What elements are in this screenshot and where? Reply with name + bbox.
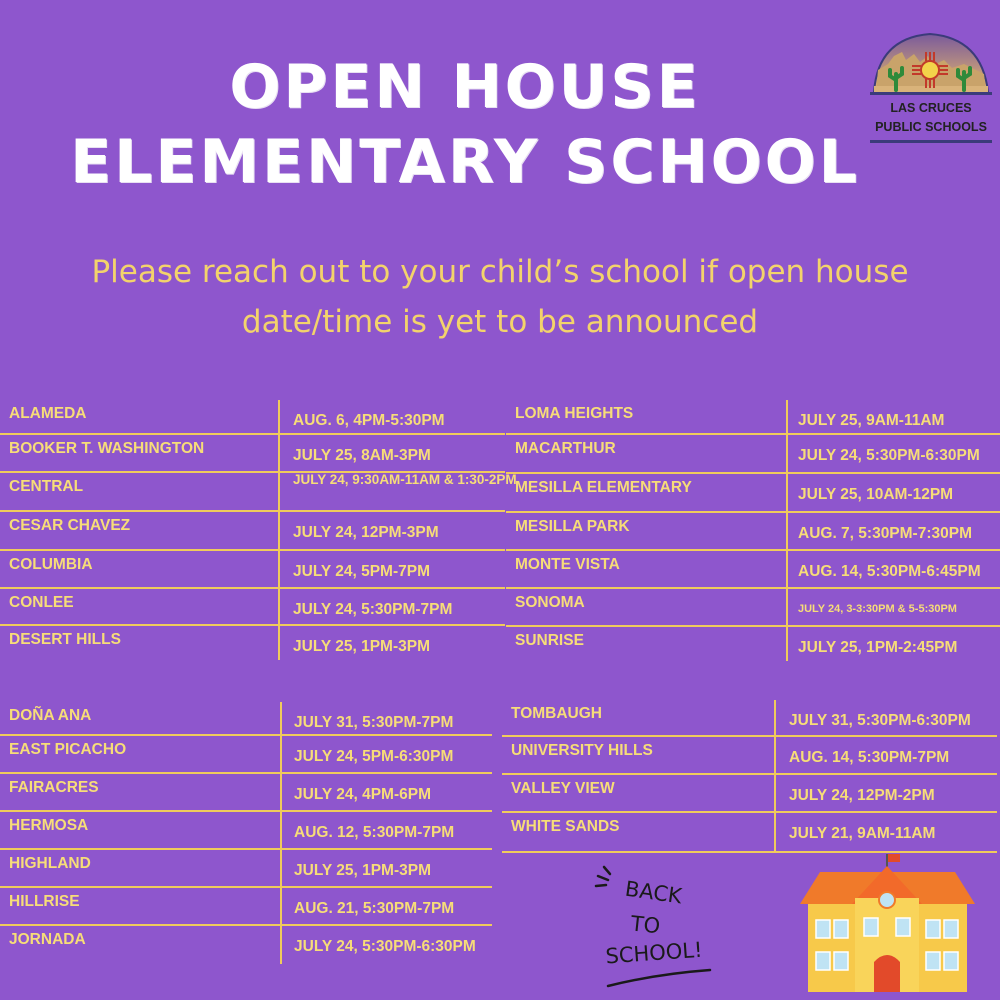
table-row — [0, 774, 492, 812]
school-name: ALAMEDA — [9, 405, 87, 422]
table-row — [0, 736, 492, 774]
table-row — [502, 737, 997, 775]
table-row — [506, 627, 1000, 661]
open-house-time: JULY 25, 1PM-2:45PM — [798, 639, 958, 656]
open-house-time: JULY 24, 4PM-6PM — [294, 786, 431, 803]
table-row — [506, 589, 1000, 627]
open-house-time: JULY 24, 12PM-3PM — [293, 524, 439, 541]
school-name: MONTE VISTA — [515, 556, 620, 573]
school-name: UNIVERSITY HILLS — [511, 742, 653, 759]
title-line-2: ELEMENTARY SCHOOL — [70, 127, 860, 197]
table-row — [506, 435, 1000, 474]
school-name: CENTRAL — [9, 478, 84, 495]
school-name: SONOMA — [515, 594, 585, 611]
sticker-line-3: SCHOOL! — [604, 937, 704, 969]
open-house-time: AUG. 14, 5:30PM-6:45PM — [798, 563, 981, 580]
table-row — [502, 700, 997, 737]
sticker-line-1: BACK — [623, 876, 684, 909]
school-name: COLUMBIA — [9, 556, 93, 573]
open-house-time: JULY 24, 5PM-6:30PM — [294, 748, 454, 765]
table-row — [0, 435, 505, 473]
open-house-time: AUG. 12, 5:30PM-7PM — [294, 824, 455, 841]
open-house-time: AUG. 7, 5:30PM-7:30PM — [798, 525, 972, 542]
schedule-table-top-right — [506, 400, 1000, 661]
logo-line-2: PUBLIC SCHOOLS — [875, 120, 987, 134]
table-row — [0, 926, 492, 964]
back-to-school-text-icon — [586, 862, 726, 992]
school-name: FAIRACRES — [9, 779, 99, 796]
open-house-time: JULY 24, 5PM-7PM — [293, 563, 430, 580]
column-divider — [278, 400, 280, 660]
school-name: BOOKER T. WASHINGTON — [9, 440, 205, 457]
table-row — [502, 813, 997, 853]
open-house-time: AUG. 14, 5:30PM-7PM — [789, 749, 950, 766]
open-house-time: JULY 24, 12PM-2PM — [789, 787, 935, 804]
open-house-time: JULY 25, 1PM-3PM — [294, 862, 431, 879]
title-line-1: OPEN HOUSE — [229, 52, 701, 122]
table-row — [0, 472, 517, 512]
table-row — [506, 513, 1000, 551]
school-name: JORNADA — [9, 931, 86, 948]
zia-sun-desert-logo-icon — [868, 30, 994, 148]
school-name: HERMOSA — [9, 817, 89, 834]
table-row — [506, 551, 1000, 589]
open-house-time: JULY 21, 9AM-11AM — [789, 825, 936, 842]
school-name: HIGHLAND — [9, 855, 91, 872]
school-building-icon — [800, 852, 975, 992]
school-name: VALLEY VIEW — [511, 780, 615, 797]
table-row — [0, 551, 505, 589]
open-house-time: AUG. 21, 5:30PM-7PM — [294, 900, 455, 917]
school-name: DESERT HILLS — [9, 631, 121, 648]
table-row — [0, 626, 505, 660]
table-row — [0, 702, 492, 736]
open-house-time: JULY 25, 9AM-11AM — [798, 412, 945, 429]
subtitle-line-2: date/time is yet to be announced — [241, 304, 759, 340]
las-cruces-logo — [868, 30, 994, 148]
open-house-time: JULY 24, 5:30PM-6:30PM — [798, 447, 980, 464]
school-name: EAST PICACHO — [9, 741, 127, 758]
column-divider — [280, 702, 282, 964]
open-house-time: JULY 24, 3-3:30PM & 5-5:30PM — [798, 603, 957, 615]
school-name: MACARTHUR — [515, 440, 616, 457]
table-row — [0, 400, 505, 435]
column-divider — [786, 400, 788, 661]
schedule-table-bottom-right — [502, 700, 997, 853]
table-row — [502, 775, 997, 813]
table-row — [0, 589, 505, 626]
school-name: HILLRISE — [9, 893, 80, 910]
school-name: DOÑA ANA — [9, 707, 92, 724]
school-name: MESILLA PARK — [515, 518, 630, 535]
table-row — [506, 474, 1000, 513]
open-house-time: JULY 25, 1PM-3PM — [293, 638, 430, 655]
logo-line-1: LAS CRUCES — [890, 101, 972, 115]
open-house-time: JULY 25, 8AM-3PM — [293, 447, 431, 464]
school-name: WHITE SANDS — [511, 818, 620, 835]
table-row — [0, 512, 505, 551]
table-row — [0, 888, 492, 926]
open-house-time: JULY 24, 9:30AM-11AM & 1:30-2PM — [293, 472, 517, 487]
table-row — [0, 812, 492, 850]
table-row — [506, 400, 1000, 435]
school-name: TOMBAUGH — [511, 705, 602, 722]
subtitle-line-1: Please reach out to your child’s school if open house — [91, 254, 909, 290]
open-house-time: JULY 31, 5:30PM-7PM — [294, 714, 454, 731]
open-house-time: JULY 25, 10AM-12PM — [798, 486, 954, 503]
school-name: SUNRISE — [515, 632, 584, 649]
school-name: MESILLA ELEMENTARY — [515, 479, 692, 496]
column-divider — [774, 700, 776, 853]
open-house-time: JULY 31, 5:30PM-6:30PM — [789, 712, 971, 729]
open-house-time: JULY 24, 5:30PM-6:30PM — [294, 938, 476, 955]
back-to-school-sticker — [586, 862, 726, 992]
schedule-table-bottom-left — [0, 702, 492, 964]
school-name: CESAR CHAVEZ — [9, 517, 131, 534]
school-name: CONLEE — [9, 594, 74, 611]
open-house-time: AUG. 6, 4PM-5:30PM — [293, 412, 445, 429]
table-row — [0, 850, 492, 888]
school-name: LOMA HEIGHTS — [515, 405, 634, 422]
schedule-table-top-left — [0, 400, 517, 660]
sticker-line-2: TO — [629, 911, 662, 939]
open-house-time: JULY 24, 5:30PM-7PM — [293, 601, 453, 618]
